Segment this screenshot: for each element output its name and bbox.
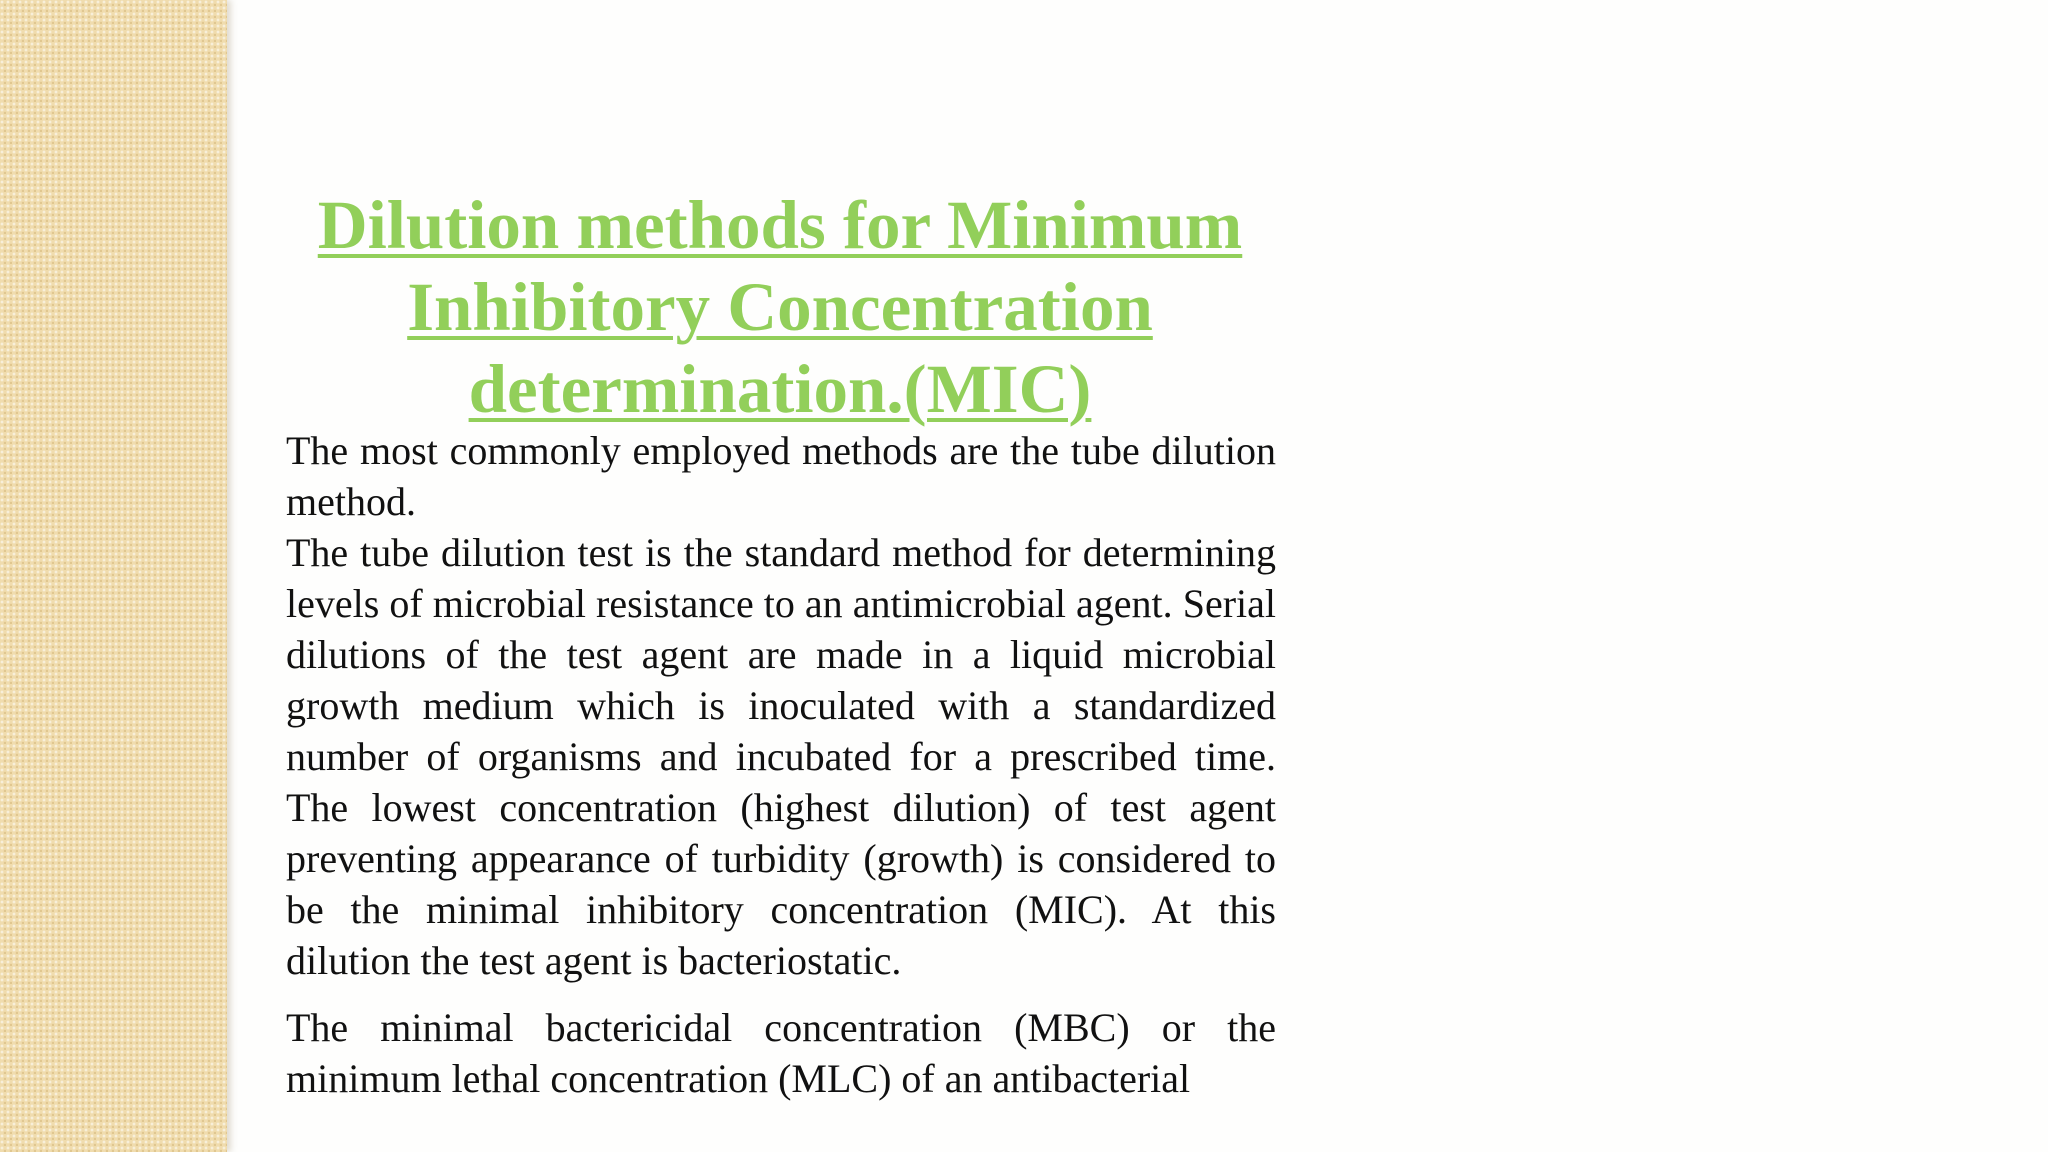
decorative-side-band (0, 0, 227, 1152)
slide-body (286, 425, 1276, 1104)
paragraph-intro: The most commonly employed methods are the tube dilution method. (286, 428, 1276, 524)
paragraph-tube-dilution: The tube dilution test is the standard method for determining levels of microbial resistance to an antimicrobial agent. Serial dilutions of the test agent are made in a liquid microbial growth medium which is inoculated with a standardized number of organisms and incubated for a prescribed time. The lowest concentration (highest dilution) of test agent preventing appearance of turbidity (growth) is considered to be the minimal inhibitory concentration (MIC). At this dilution the test agent is bacteriostatic. (286, 530, 1276, 983)
paragraph-mbc: The minimal bactericidal concentration (MBC) or the minimum lethal concentration (MLC) of an antibacterial (286, 1005, 1276, 1101)
slide-title: Dilution methods for Minimum Inhibitory Concentration determination.(MIC) (317, 187, 1243, 427)
